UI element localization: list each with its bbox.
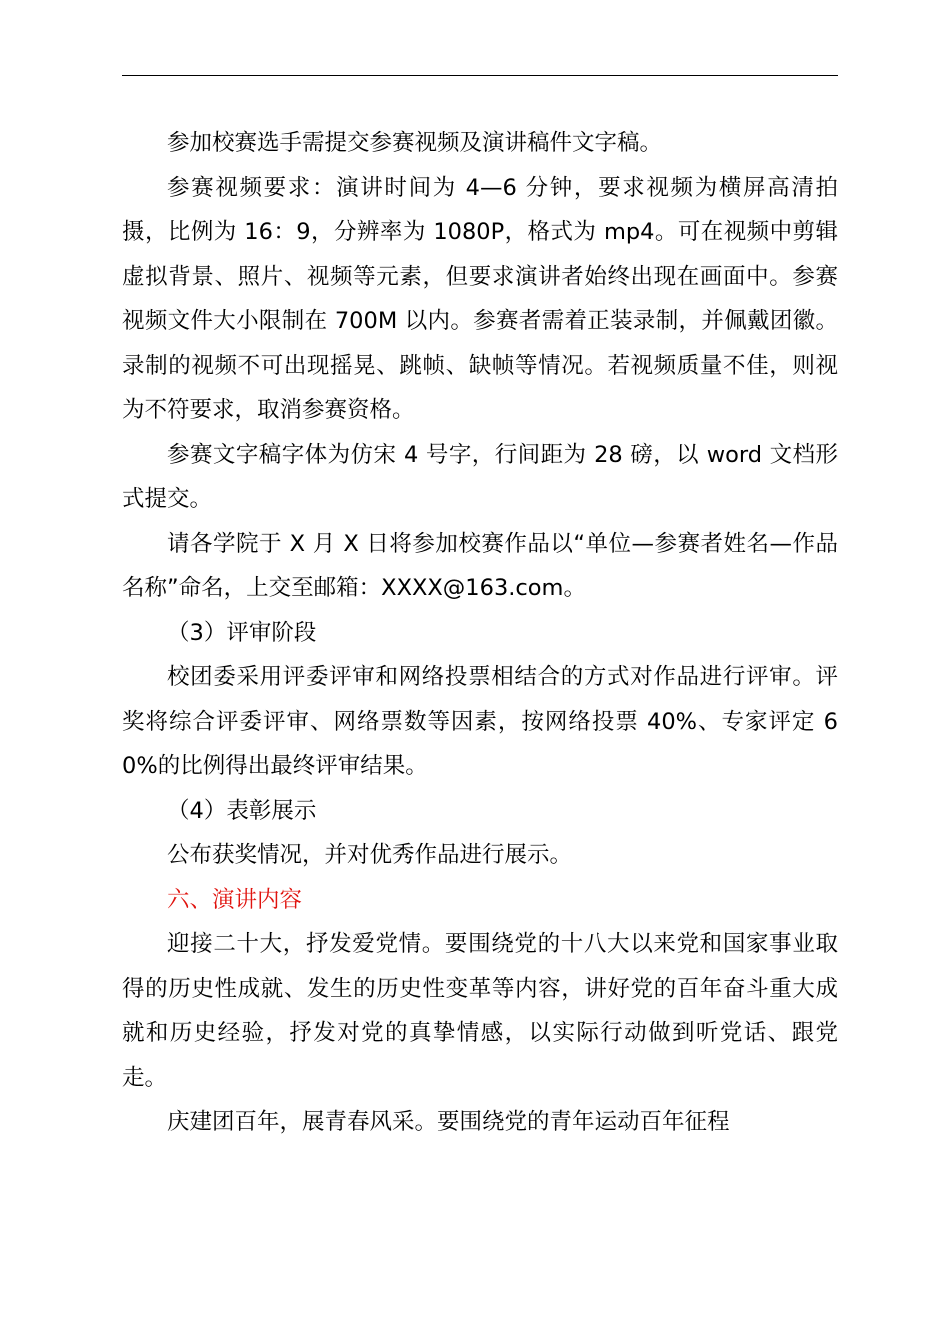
subheading-review-stage: （3）评审阶段	[167, 619, 317, 646]
paragraph-award-announcement: 公布获奖情况，并对优秀作品进行展示。	[167, 842, 573, 868]
paragraph-review-method: 校团委采用评委评审和网络投票相结合的方式对作品进行评审。评奖将综合评委评审、网络票数等因素，按网络投票 40%、专家评定 60%的比例得出最终评审结果。	[122, 664, 838, 779]
paragraph-video-requirements: 参赛视频要求：演讲时间为 4—6 分钟，要求视频为横屏高清拍摄，比例为 16：9，分辨率为 1080P，格式为 mp4。可在视频中剪辑虚拟背景、照片、视频等元素，但要求演讲者始终出现在画面中。参赛视频文件大小限制在 700M 以内。参赛者需着正装录制，并佩戴团徽。录制的视频不可出现摇晃、跳帧、缺帧等情况。若视频质量不佳，则视为不符要求，取消参赛资格。	[122, 174, 838, 423]
paragraph-manuscript-format: 参赛文字稿字体为仿宋 4 号字，行间距为 28 磅，以 word 文档形式提交。	[122, 441, 838, 512]
paragraph-submission-deadline: 请各学院于 X 月 X 日将参加校赛作品以“单位—参赛者姓名—作品名称”命名，上交至邮箱：XXXX@163.com。	[122, 530, 838, 601]
header-rule	[122, 75, 838, 76]
paragraph-theme-congress: 迎接二十大，抒发爱党情。要围绕党的十八大以来党和国家事业取得的历史性成就、发生的历史性变革等内容，讲好党的百年奋斗重大成就和历史经验，抒发对党的真挚情感，以实际行动做到听党话、跟党走。	[122, 931, 838, 1091]
paragraph-submission-materials: 参加校赛选手需提交参赛视频及演讲稿件文字稿。	[167, 130, 663, 156]
section-heading-speech-content: 六、演讲内容	[167, 886, 303, 913]
paragraph-theme-league-centenary: 庆建团百年，展青春风采。要围绕党的青年运动百年征程	[167, 1109, 730, 1135]
subheading-award-display: （4）表彰展示	[167, 797, 317, 824]
document-body	[122, 121, 838, 1145]
